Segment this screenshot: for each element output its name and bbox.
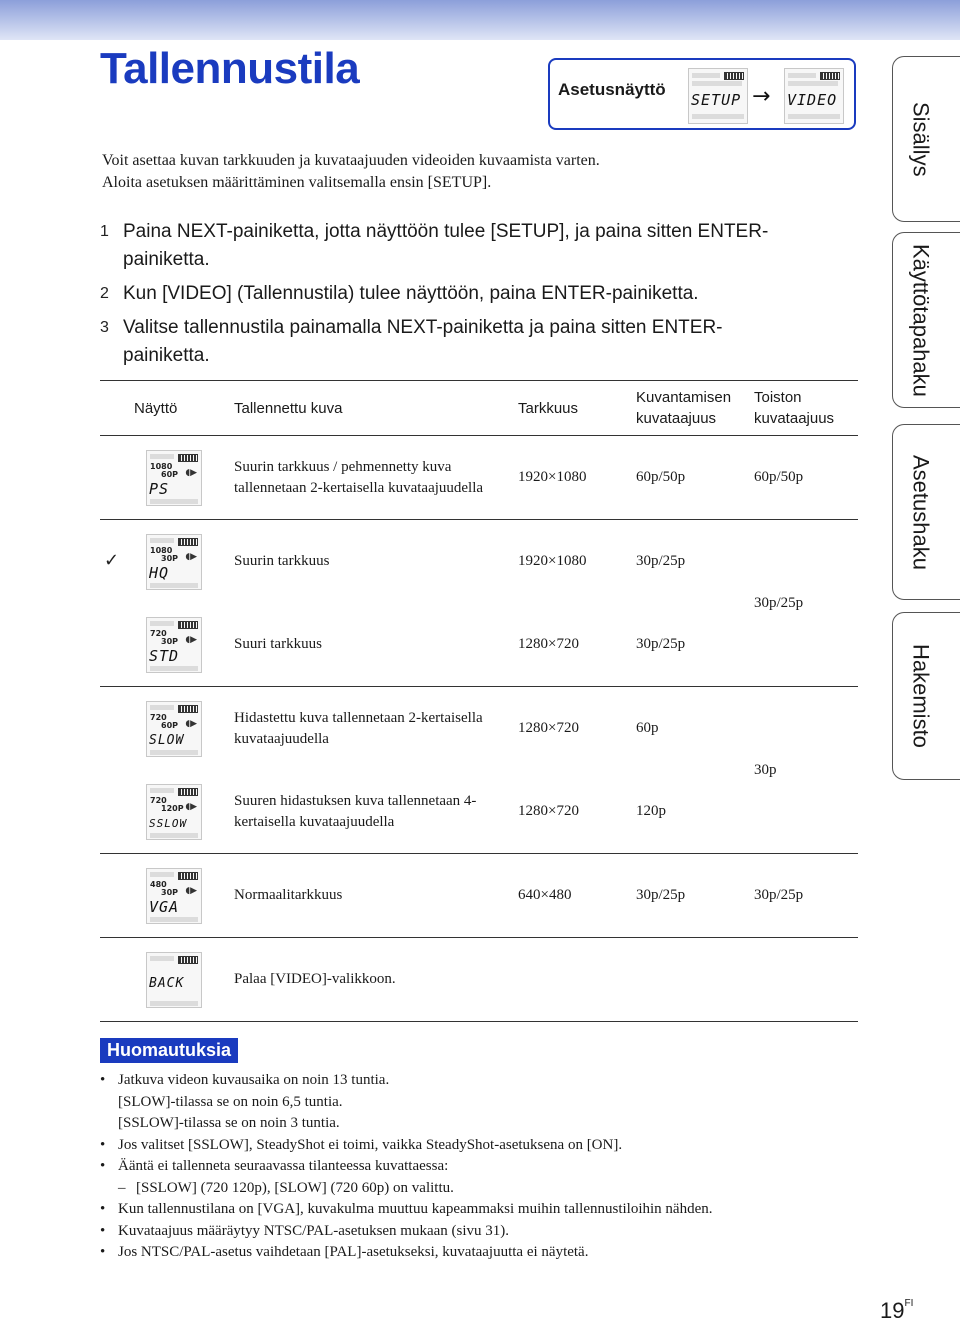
lcd-fps-text: 30P bbox=[161, 553, 178, 563]
lcd-segment bbox=[150, 666, 198, 671]
lcd-mode-text: BACK bbox=[149, 975, 185, 991]
lcd-mode-text: SLOW bbox=[149, 732, 185, 748]
note-bullet: • bbox=[100, 1222, 106, 1239]
lcd-setup-text: SETUP bbox=[691, 91, 742, 109]
note-bullet: • bbox=[100, 1244, 106, 1260]
row-capture-fps: 120p bbox=[632, 770, 750, 854]
lcd-video-text: VIDEO bbox=[787, 91, 838, 109]
lcd-mode-text: PS bbox=[149, 479, 170, 498]
setup-screen-box bbox=[548, 58, 856, 130]
battery-icon bbox=[820, 72, 840, 80]
lcd-mode-text: STD bbox=[149, 646, 180, 665]
note-item bbox=[100, 1156, 860, 1178]
note-text: Jos valitset [SSLOW], SteadyShot ei toimi, vaikka SteadyShot-asetuksena on [ON]. bbox=[118, 1136, 623, 1153]
row-playback-fps: 30p/25p bbox=[750, 520, 858, 687]
battery-icon bbox=[178, 956, 198, 964]
row-description: Suuri tarkkuus bbox=[230, 603, 514, 687]
row-capture-fps: 60p bbox=[636, 720, 659, 736]
note-bullet: • bbox=[100, 1072, 106, 1088]
intro-line-1: Voit asettaa kuvan tarkkuuden ja kuvataajuuden videoiden kuvaamista varten. bbox=[102, 152, 600, 169]
lcd-segment bbox=[150, 872, 174, 877]
audio-icon: ◖▶ bbox=[185, 634, 197, 645]
note-item bbox=[100, 1135, 860, 1157]
step-item bbox=[100, 314, 800, 370]
note-text: [SSLOW]-tilassa se on noin 3 tuntia. bbox=[118, 1115, 340, 1131]
note-item bbox=[100, 1178, 860, 1200]
lcd-segment bbox=[150, 538, 174, 543]
row-playback-fps: 30p/25p bbox=[750, 854, 858, 938]
note-text: Ääntä ei tallenneta seuraavassa tilanteessa kuvattaessa: bbox=[118, 1158, 449, 1174]
audio-icon: ◖▶ bbox=[185, 551, 197, 562]
table-row bbox=[100, 520, 858, 604]
step-number: 1 bbox=[100, 223, 109, 240]
page-lang: FI bbox=[904, 1298, 914, 1309]
lcd-resolution-text: 720 bbox=[150, 712, 167, 722]
lcd-segment bbox=[150, 454, 174, 459]
lcd-segment bbox=[150, 583, 198, 588]
note-item bbox=[100, 1070, 860, 1092]
tab-asetushaku[interactable] bbox=[892, 424, 960, 600]
header-recorded: Tallennettu kuva bbox=[230, 381, 514, 436]
note-item bbox=[100, 1221, 860, 1243]
row-playback-fps: 30p bbox=[750, 687, 858, 854]
battery-icon bbox=[178, 538, 198, 546]
note-item bbox=[100, 1199, 860, 1221]
step-text: Paina NEXT-painiketta, jotta näyttöön tulee [SETUP], ja paina sitten ENTER-painiketta. bbox=[123, 221, 769, 270]
row-description: Normaalitarkkuus bbox=[230, 854, 514, 938]
battery-icon bbox=[724, 72, 744, 80]
intro-text bbox=[102, 150, 822, 194]
tab-label: Käyttötapahaku bbox=[908, 243, 934, 397]
lcd-segment bbox=[150, 917, 198, 922]
battery-icon bbox=[178, 872, 198, 880]
note-item bbox=[100, 1242, 860, 1264]
intro-line-2: Aloita asetuksen määrittäminen valitsemalla ensin [SETUP]. bbox=[102, 174, 492, 191]
row-resolution: 1280×720 bbox=[514, 603, 632, 687]
note-bullet: • bbox=[100, 1136, 106, 1153]
lcd-fps-text: 120P bbox=[161, 803, 184, 813]
lcd-mode-icon bbox=[146, 701, 202, 757]
lcd-fps-text: 60P bbox=[161, 720, 178, 730]
notes-title: Huomautuksia bbox=[100, 1038, 238, 1063]
battery-icon bbox=[178, 705, 198, 713]
step-text: Kun [VIDEO] (Tallennustila) tulee näyttöön, paina ENTER-painiketta. bbox=[123, 283, 699, 304]
table-header-row bbox=[100, 381, 858, 436]
lcd-mode-icon bbox=[146, 617, 202, 673]
table-row bbox=[100, 603, 858, 687]
row-capture-fps: 30p/25p bbox=[636, 553, 686, 569]
audio-icon: ◖▶ bbox=[185, 467, 197, 478]
tab-kayttotapahaku[interactable] bbox=[892, 232, 960, 408]
audio-icon: ◖▶ bbox=[185, 885, 197, 896]
lcd-segment bbox=[150, 1001, 198, 1006]
lcd-fps-text: 30P bbox=[161, 636, 178, 646]
note-text: [SLOW]-tilassa se on noin 6,5 tuntia. bbox=[118, 1093, 343, 1110]
note-bullet: • bbox=[100, 1158, 106, 1174]
lcd-mode-icon bbox=[146, 952, 202, 1008]
lcd-mode-icon bbox=[146, 534, 202, 590]
step-text: Valitse tallennustila painamalla NEXT-painiketta ja paina sitten ENTER-painiketta. bbox=[123, 317, 723, 366]
lcd-segment bbox=[150, 621, 174, 626]
row-description: Palaa [VIDEO]-valikkoon. bbox=[230, 938, 514, 1022]
right-arrow-icon: → bbox=[752, 84, 771, 109]
row-description: Suurin tarkkuus bbox=[234, 553, 330, 569]
row-resolution: 640×480 bbox=[514, 854, 632, 938]
note-bullet: • bbox=[100, 1201, 106, 1217]
lcd-mode-text: HQ bbox=[149, 563, 170, 582]
step-number: 3 bbox=[100, 319, 109, 336]
note-item bbox=[100, 1113, 860, 1135]
row-resolution: 1280×720 bbox=[518, 720, 579, 736]
audio-icon: ◖▶ bbox=[185, 801, 197, 812]
table-row bbox=[100, 854, 858, 938]
audio-icon: ◖▶ bbox=[185, 718, 197, 729]
lcd-mode-text: SSLOW bbox=[149, 816, 188, 830]
lcd-resolution-text: 720 bbox=[150, 795, 167, 805]
lcd-mode-icon bbox=[146, 784, 202, 840]
top-color-band bbox=[0, 0, 960, 40]
tab-label: Asetushaku bbox=[908, 454, 934, 570]
tab-label: Hakemisto bbox=[908, 644, 934, 748]
tab-label: Sisällys bbox=[908, 101, 934, 177]
recording-mode-table bbox=[100, 380, 858, 1022]
page-title: Tallennustila bbox=[100, 44, 360, 93]
row-resolution: 1280×720 bbox=[514, 770, 632, 854]
table-row bbox=[100, 436, 858, 520]
notes-list bbox=[100, 1070, 860, 1264]
row-capture-fps: 30p/25p bbox=[632, 854, 750, 938]
row-resolution: 1920×1080 bbox=[514, 436, 632, 520]
lcd-mode-icon bbox=[146, 450, 202, 506]
lcd-fps-text: 60P bbox=[161, 469, 178, 479]
note-text: Jatkuva videon kuvausaika on noin 13 tuntia. bbox=[118, 1072, 390, 1088]
note-item bbox=[100, 1092, 860, 1114]
page-number: $19^{FI}$ bbox=[880, 1298, 914, 1323]
lcd-setup-icon bbox=[688, 68, 748, 124]
note-text: [SSLOW] (720 120p), [SLOW] (720 60p) on valittu. bbox=[136, 1179, 454, 1196]
header-resolution: Tarkkuus bbox=[514, 381, 632, 436]
tab-sisallys[interactable] bbox=[892, 56, 960, 222]
lcd-segment bbox=[150, 750, 198, 755]
battery-icon bbox=[178, 454, 198, 462]
steps-list bbox=[100, 218, 800, 376]
note-bullet: – bbox=[118, 1179, 126, 1196]
row-description: Suuren hidastuksen kuva tallennetaan 4-kertaisella kuvataajuudella bbox=[230, 770, 514, 854]
row-playback-fps: 60p/50p bbox=[750, 436, 858, 520]
step-item bbox=[100, 280, 800, 308]
lcd-segment bbox=[150, 833, 198, 838]
row-description: Suurin tarkkuus / pehmennetty kuva tallennetaan 2-kertaisella kuvataajuudella bbox=[230, 436, 514, 520]
note-text: Kun tallennustilana on [VGA], kuvakulma muuttuu kapeammaksi muihin tallennustiloihin nähden. bbox=[118, 1201, 713, 1217]
lcd-resolution-text: 1080 bbox=[150, 545, 173, 555]
row-capture-fps: 60p/50p bbox=[632, 436, 750, 520]
setup-screen-label: Asetusnäyttö bbox=[558, 80, 666, 99]
lcd-segment bbox=[150, 788, 174, 793]
lcd-video-icon bbox=[784, 68, 844, 124]
lcd-segment bbox=[150, 705, 174, 710]
table-row bbox=[100, 687, 858, 771]
lcd-resolution-text: 1080 bbox=[150, 461, 173, 471]
lcd-segment bbox=[150, 956, 174, 961]
row-resolution: 1920×1080 bbox=[518, 553, 587, 569]
step-number: 2 bbox=[100, 285, 109, 302]
lcd-resolution-text: 720 bbox=[150, 628, 167, 638]
note-text: Jos NTSC/PAL-asetus vaihdetaan [PAL]-asetukseksi, kuvataajuutta ei näytetä. bbox=[118, 1244, 589, 1260]
lcd-segment bbox=[150, 499, 198, 504]
header-display: Näyttö bbox=[130, 381, 230, 436]
row-description: Hidastettu kuva tallennetaan 2-kertaisella kuvataajuudella bbox=[234, 709, 483, 747]
header-playback-fps: Toiston kuvataajuus bbox=[750, 381, 858, 436]
table-row bbox=[100, 770, 858, 854]
battery-icon bbox=[178, 621, 198, 629]
row-capture-fps: 30p/25p bbox=[632, 603, 750, 687]
lcd-resolution-text: 480 bbox=[150, 879, 167, 889]
lcd-mode-icon bbox=[146, 868, 202, 924]
lcd-mode-text: VGA bbox=[149, 897, 180, 916]
note-text: Kuvataajuus määräytyy NTSC/PAL-asetuksen mukaan (sivu 31). bbox=[118, 1222, 510, 1239]
table-row bbox=[100, 938, 858, 1022]
step-item bbox=[100, 218, 800, 274]
tab-hakemisto[interactable] bbox=[892, 612, 960, 780]
battery-icon bbox=[178, 788, 198, 796]
header-capture-fps: Kuvantamisen kuvataajuus bbox=[632, 381, 750, 436]
lcd-fps-text: 30P bbox=[161, 887, 178, 897]
default-check-icon: ✓ bbox=[104, 550, 120, 571]
